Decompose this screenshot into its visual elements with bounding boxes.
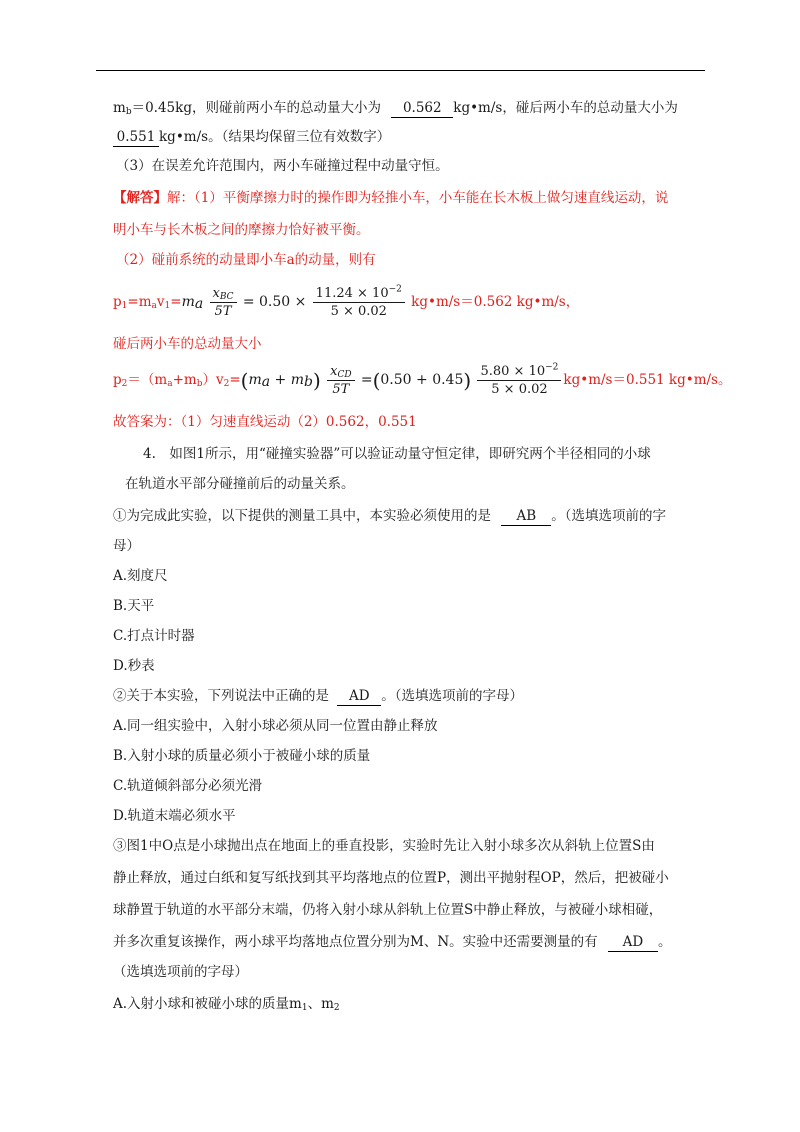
text-line: 0.551 kg•m/s。（结果均保留三位有效数字） [113,127,390,147]
option-item: D.秒表 [113,658,155,674]
text-line: 母） [113,538,140,554]
answer-blank: 0.562 [391,100,453,118]
text-line: 静止释放，通过白纸和复写纸找到其平均落地点的位置P，测出平抛射程OP，然后，把被碰小 [113,870,669,886]
question-4-line: 在轨道水平部分碰撞前后的动量关系。 [125,476,355,492]
answer-label: 【解答】 [113,190,167,206]
question-4-line: 4. 如图1所示，用“碰撞实验器”可以验证动量守恒定律，即研究两个半径相同的小球 [143,446,651,462]
sub-question-1: ①为完成此实验，以下提供的测量工具中，本实验必须使用的是 AB 。（选填选项前的字 [113,508,667,524]
option-item: C.轨道倾斜部分必须光滑 [113,778,263,794]
equation-p1: $p_1=m_av_1=m_a$ $\frac{x_{BC}}{5T}$ = 0.50 × $\frac{11.24 \times 10^{-2}}{5 \times 0.02}$ kg•m/s＝0.562 kg•m/s， [113,284,580,319]
option-item: A.同一组实验中，入射小球必须从同一位置由静止释放 [113,718,438,734]
option-item: A.入射小球和被碰小球的质量$m_1$、$m_2$ [113,996,340,1013]
answer-blank: AD [337,688,381,706]
option-item: A.刻度尺 [113,568,168,584]
answer-blank: AD [608,934,658,952]
sub-question-3: ③图1中O点是小球抛出点在地面上的垂直投影，实验时先让入射小球多次从斜轨上位置S由 [113,838,655,854]
final-answer: 故答案为：（1）匀速直线运动（2）0.562，0.551 [113,414,417,430]
option-item: D.轨道末端必须水平 [113,808,236,824]
text-line: （3）在误差允许范围内，两小车碰撞过程中动量守恒。 [116,158,449,174]
answer-line: 碰后两小车的总动量大小 [113,336,262,352]
answer-line: （2）碰前系统的动量即小车a的动量，则有 [116,252,376,268]
equation-p2: $p_2=(m_a+m_b)v_2=(m_a + m_b)$ $\frac{x_{CD}}{5T}$ =(0.50 + 0.45) $\frac{5.80 \times 10^{-2}}{5 \times 0.02}$ kg•m/s＝0.551 kg•m/s。 [113,362,732,397]
answer-line: 【解答】解：（1）平衡摩擦力时的操作即为轻推小车，小车能在长木板上做匀速直线运动，说 [113,190,669,206]
answer-blank: 0.551 [113,129,159,147]
option-item: B.入射小球的质量必须小于被碰小球的质量 [113,748,371,764]
sub-question-2: ②关于本实验，下列说法中正确的是 AD 。（选填选项前的字母） [113,688,524,704]
answer-blank: AB [501,508,551,526]
text-line: 并多次重复该操作，两小球平均落地点位置分别为M、N。实验中还需要测量的有 AD 。 [113,934,672,950]
text-line: $m_b=0.45kg$，则碰前两小车的总动量大小为 0.562 kg•m/s，碰后两小车的总动量大小为 [113,100,678,117]
text-line: （选填选项前的字母） [113,964,248,980]
answer-line: 明小车与长木板之间的摩擦力恰好被平衡。 [113,222,370,238]
header-rule [96,70,705,71]
option-item: B.天平 [113,598,155,614]
option-item: C.打点计时器 [113,628,195,644]
text-line: 球静置于轨道的水平部分末端，仍将入射小球从斜轨上位置S中静止释放，与被碰小球相碰， [113,902,663,918]
